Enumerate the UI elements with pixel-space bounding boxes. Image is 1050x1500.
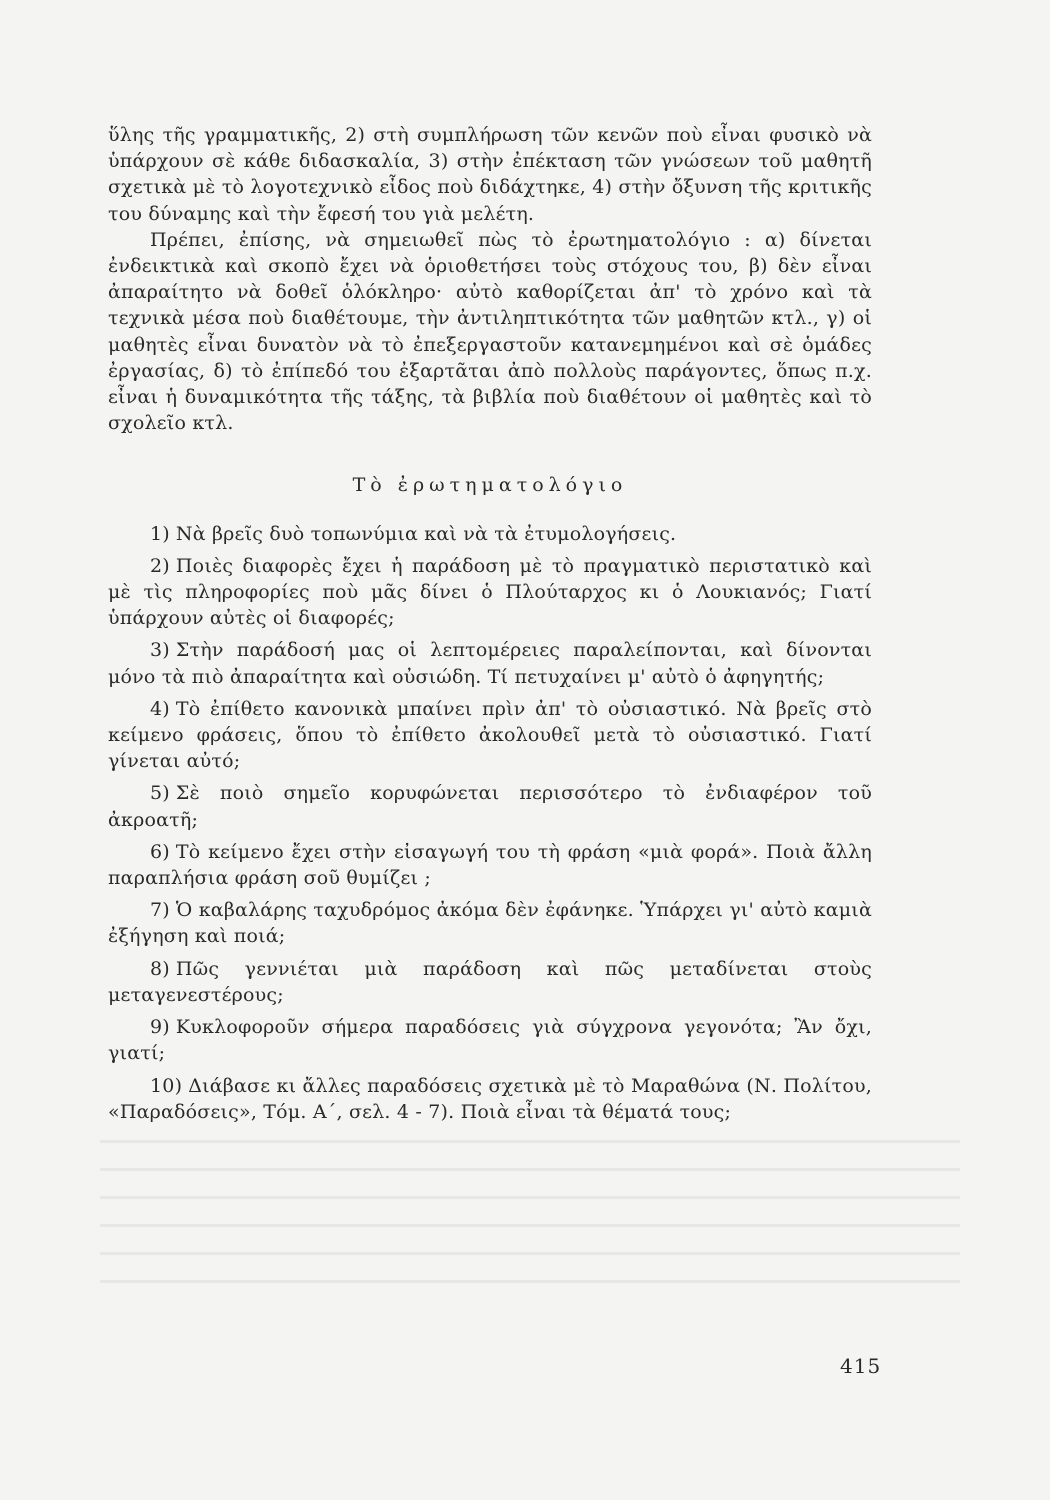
page-number: 415 — [840, 1354, 882, 1378]
show-through-line — [100, 1196, 960, 1199]
question-text: Διάβασε κι ἄλλες παραδόσεις σχετικὰ μὲ τὸ Μαραθώνα (Ν. Πολίτου, «Παραδόσεις», Τόμ. Α΄, σελ. 4 - 7). Ποιὰ εἶναι τὰ θέματά τους; — [108, 1074, 872, 1123]
question-number: 5) — [150, 782, 170, 805]
question-number: 3) — [150, 639, 170, 662]
question-number: 10) — [150, 1074, 183, 1097]
question-item — [108, 780, 872, 832]
question-text: Πῶς γεννιέται μιὰ παράδοση καὶ πῶς μεταδίνεται στοὺς μεταγενεστέρους; — [108, 957, 872, 1006]
question-text: Τὸ κείμενο ἔχει στὴν εἰσαγωγή του τὴ φράση «μιὰ φορά». Ποιὰ ἄλλη παραπλήσια φράση σοῦ θυμίζει ; — [108, 840, 872, 890]
question-text: Κυκλοφοροῦν σήμερα παραδόσεις γιὰ σύγχρονα γεγονότα; Ἂν ὄχι, γιατί; — [108, 1016, 872, 1065]
question-item — [108, 696, 872, 775]
question-number: 1) — [150, 522, 170, 545]
section-heading: Τὸ ἐρωτηματολόγιο — [352, 474, 628, 497]
body-text — [108, 122, 872, 1131]
question-text: Σὲ ποιὸ σημεῖο κορυφώνεται περισσότερο τὸ ἐνδιαφέρον τοῦ ἀκροατῆ; — [108, 782, 872, 831]
show-through-line — [100, 1252, 960, 1255]
question-number: 4) — [150, 697, 170, 720]
question-item — [108, 956, 872, 1008]
question-number: 7) — [150, 899, 170, 922]
question-item — [108, 637, 872, 689]
question-text: Νὰ βρεῖς δυὸ τοπωνύμια καὶ νὰ τὰ ἐτυμολογήσεις. — [175, 522, 677, 545]
question-item — [108, 1073, 872, 1125]
question-item — [108, 553, 872, 632]
show-through-line — [100, 1140, 960, 1143]
question-number: 2) — [150, 554, 170, 577]
question-text: Τὸ ἐπίθετο κανονικὰ μπαίνει πρὶν ἀπ' τὸ οὐσιαστικό. Νὰ βρεῖς στὸ κείμενο φράσεις, ὅπου τὸ ἐπίθετο ἀκολουθεῖ μετὰ τὸ οὐσιαστικό. Γιατί γίνεται αὐτό; — [108, 697, 872, 773]
question-number: 9) — [150, 1016, 170, 1039]
question-item — [108, 839, 872, 891]
show-through-line — [100, 1224, 960, 1227]
question-text: Ποιὲς διαφορὲς ἔχει ἡ παράδοση μὲ τὸ πραγματικὸ περιστατικὸ καὶ μὲ τὶς πληροφορίες ποὺ μᾶς δίνει ὁ Πλούταρχος κι ὁ Λουκιανός; Γιατί ὑπάρχουν αὐτὲς οἱ διαφορές; — [108, 554, 872, 630]
show-through-line — [100, 1280, 960, 1283]
intro-paragraph: Πρέπει, ἐπίσης, νὰ σημειωθεῖ πὼς τὸ ἐρωτηματολόγιο : α) δίνεται ἐνδεικτικὰ καὶ σκοπὸ ἔχει νὰ ὁριοθετήσει τοὺς στόχους του, β) δὲν εἶναι ἀπαραίτητο νὰ δοθεῖ ὁλόκληρο· αὐτὸ καθορίζεται ἀπ' τὸ χρόνο καὶ τὰ τεχνικὰ μέσα ποὺ διαθέτουμε, τὴν ἀντιληπτικότητα τῶν μαθητῶν κτλ., γ) οἱ μαθητὲς εἶναι δυνατὸν νὰ τὸ ἐπεξεργαστοῦν κατανεμημένοι καὶ σὲ ὁμάδες ἐργασίας, δ) τὸ ἐπίπεδό του ἐξαρτᾶται ἀπὸ πολλοὺς παράγοντες, ὅπως π.χ. εἶναι ἡ δυναμικότητα τῆς τάξης, τὰ βιβλία ποὺ διαθέτουν οἱ μαθητὲς καὶ τὸ σχολεῖο κτλ. — [108, 228, 872, 435]
question-number: 6) — [150, 840, 170, 863]
question-number: 8) — [150, 957, 170, 980]
show-through-line — [100, 1168, 960, 1171]
intro-paragraph-continuation: ὕλης τῆς γραμματικῆς, 2) στὴ συμπλήρωση τῶν κενῶν ποὺ εἶναι φυσικὸ νὰ ὑπάρχουν σὲ κάθε διδασκαλία, 3) στὴν ἐπέκταση τῶν γνώσεων τοῦ μαθητῆ σχετικὰ μὲ τὸ λογοτεχνικὸ εἶδος ποὺ διδάχτηκε, 4) στὴν ὄξυνση τῆς κριτικῆς του δύναμης καὶ τὴν ἔφεσή του γιὰ μελέτη. — [108, 124, 872, 225]
question-item — [108, 897, 872, 949]
question-item — [108, 1014, 872, 1066]
question-text: Ὁ καβαλάρης ταχυδρόμος ἀκόμα δὲν ἐφάνηκε. Ὑπάρχει γι' αὐτὸ καμιὰ ἐξήγηση καὶ ποιά; — [108, 899, 872, 948]
question-text: Στὴν παράδοσή μας οἱ λεπτομέρειες παραλείπονται, καὶ δίνονται μόνο τὰ πιὸ ἀπαραίτητα καὶ οὐσιώδη. Τί πετυχαίνει μ' αὐτὸ ὁ ἀφηγητής; — [108, 639, 872, 688]
question-item — [108, 521, 872, 547]
